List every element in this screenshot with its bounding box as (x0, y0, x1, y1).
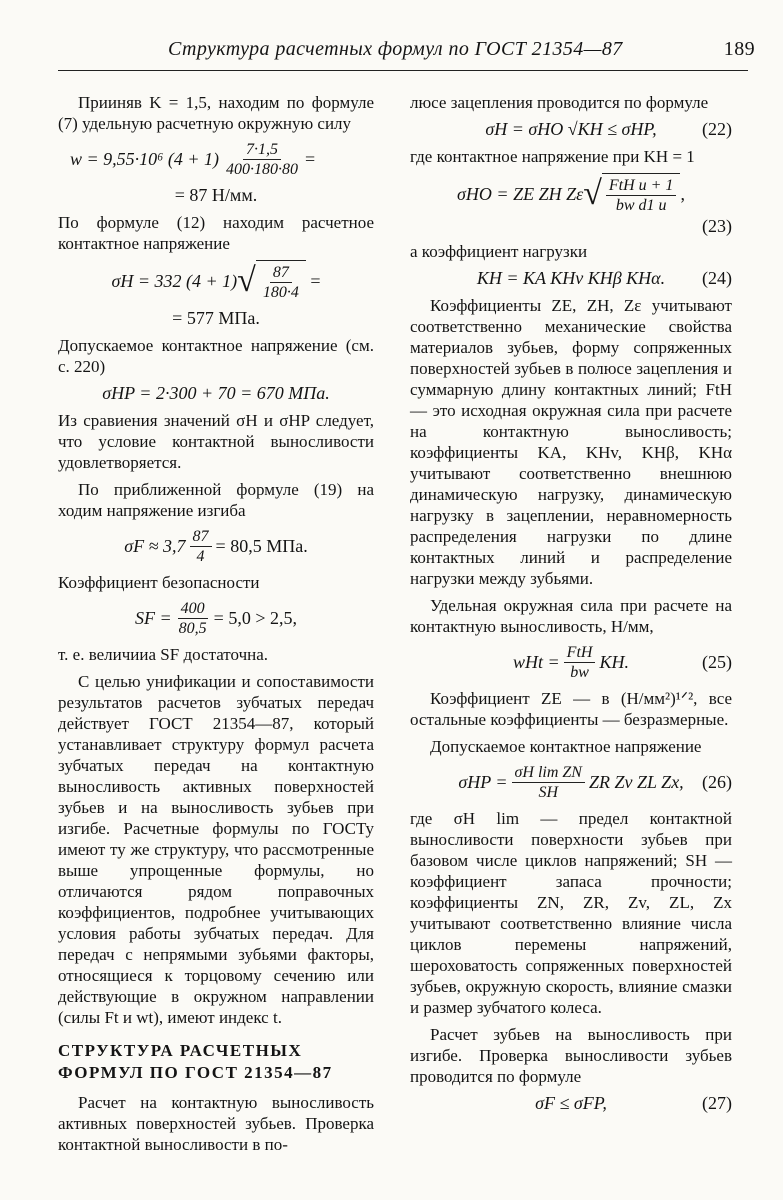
denominator: bw (570, 664, 589, 681)
eq-text: = 5,0 > 2,5, (213, 608, 297, 628)
equation-w: w = 9,55·10⁶ (4 + 1) $\frac{7\cdot 1,5}{400\cdot 180\cdot 80}$ = (70, 141, 316, 178)
paragraph: Допускаемое контактное напряжение (430, 737, 702, 756)
eq-text: σH = 332 (4 + 1) (111, 270, 238, 291)
section-title-line: ФОРМУЛ ПО ГОСТ 21354—87 (58, 1063, 333, 1082)
equation-w-result (58, 185, 374, 206)
eq-text: , (680, 183, 685, 204)
header-rule (58, 70, 748, 71)
equation-number: (26) (702, 772, 732, 792)
paragraph: Прииняв K = 1,5, находим по формуле (7) удельную расчетную окружную силу (58, 93, 374, 133)
denominator: 180·4 (262, 284, 299, 301)
eq-text: ZR Zv ZL Zx, (588, 772, 684, 792)
fraction (190, 527, 212, 566)
paragraph: Коэффициент безопасности (58, 573, 260, 592)
sqrt: √ $\frac{87}{180\cdot 4}$ (237, 260, 306, 302)
fraction (564, 643, 596, 682)
sqrt: √ $\frac{\text{FtH u + 1}}{\text{bw d1 u}}$ (583, 173, 680, 215)
paragraph: Допускаемое контактное напряжение (см. с. 220) (58, 336, 374, 376)
paragraph: Коэффициент ZE — в (Н/мм²)¹ᐟ², все остальные коэффициенты — безразмерные. (410, 689, 732, 729)
equation-23 (410, 173, 732, 215)
left-column (58, 92, 374, 1161)
equation-number: (23) (702, 215, 732, 236)
fraction (223, 140, 301, 179)
eq-text: KH = KA KHv KHβ KHα. (476, 268, 666, 288)
eq-text: = 577 МПа. (172, 308, 260, 328)
fraction (176, 599, 210, 638)
denominator: 4 (196, 548, 205, 565)
equation-26 (410, 763, 732, 802)
denominator: 80,5 (178, 620, 207, 637)
right-column (410, 92, 732, 1120)
paragraph: По формуле (12) находим расчетное контактное напряжение (58, 213, 374, 253)
section-title (58, 1040, 374, 1084)
eq-text: = 80,5 МПа. (215, 536, 308, 556)
page-number: 189 (723, 38, 755, 60)
paragraph: Из сравиения значений σH и σHP следует, что условие контактной выносливости удовлетворяется. (58, 411, 374, 472)
equation-22 (410, 119, 732, 140)
eq-text: = 87 Н/мм. (174, 185, 258, 205)
equation-27 (410, 1093, 732, 1114)
running-header (168, 38, 755, 61)
equation-sigma-h: σH = 332 (4 + 1) √ $\frac{87}{180\cdot 4}$ = (111, 262, 321, 301)
denominator: SH (538, 784, 559, 801)
numerator: 7·1,5 (243, 140, 281, 160)
equation-sigma-f (58, 527, 374, 566)
section-title-line: СТРУКТУРА РАСЧЕТНЫХ (58, 1041, 303, 1060)
equation-23-number (410, 217, 732, 235)
equation-safety (58, 599, 374, 638)
eq-text: KH. (599, 652, 629, 672)
equation-number: (27) (702, 1093, 732, 1113)
denominator: 400·180·80 (226, 161, 299, 178)
paragraph: а коэффициент нагрузки (410, 242, 588, 261)
eq-text: σF ≤ σFP, (535, 1093, 607, 1113)
paragraph: Расчет на контактную выносливость активных поверхностей зубьев. Проверка контактной выносливости в по- (58, 1093, 374, 1154)
eq-text: wHt = (513, 652, 560, 672)
fraction (512, 763, 585, 802)
numerator: FtH u + 1 (606, 176, 677, 196)
paragraph: т. е. величииа SF достаточна. (58, 645, 269, 664)
eq-text: σH = σHO √KH ≤ σHP, (485, 119, 657, 139)
paragraph: люсе зацепления проводится по формуле (410, 93, 709, 112)
equation-number: (24) (702, 268, 732, 288)
eq-text: σF ≈ 3,7 (124, 536, 186, 556)
paragraph: С целью унификации и сопоставимости результатов расчетов зубчатых передач действует ГОСТ 21354—87, который устанавливает структуру формул расчета зубчатых передач на контактную выносливость активных поверхностей зубьев и на выносливость зубьев при изгибе. Расчетные формулы по ГОСТу имеют ту же структуру, что рассмотренные выше упрощенные формулы, но отличаются рядом поправочных коэффициентов, подробнее учитывающих условия работы зубчатых передач. Для передач с непрямыми зубьями факторы, относящиеся к торцовому сечению или действующие в окружном направлении (силы Ft и wt), имеют индекс t. (58, 672, 374, 1027)
eq-text: σHP = 2·300 + 70 = 670 МПа. (102, 383, 330, 403)
paragraph: Расчет зубьев на выносливость при изгибе. Проверка выносливости зубьев проводится по формуле (410, 1025, 732, 1086)
eq-text: σHO = ZE ZH Zε (457, 183, 584, 204)
paragraph: По приближенной формуле (19) на ходим напряжение изгиба (58, 480, 374, 520)
numerator: σH lim ZN (512, 763, 585, 783)
equation-number: (22) (702, 119, 732, 139)
paragraph: где σH lim — предел контактной выносливости поверхности зубьев при базовом числе циклов напряжений; SH — коэффициент запаса прочности; коэффициенты ZN, ZR, Zv, ZL, Zx учитывают соответственно влияние числа циклов перемены напряжений, шероховатость сопряженных поверхностей зубьев, окружную скорость, влияние смазки и размер зубчатого колеса. (410, 809, 732, 1017)
numerator: 400 (178, 599, 208, 619)
paragraph: где контактное напряжение при KH = 1 (410, 147, 695, 166)
paragraph: Коэффициенты ZE, ZH, Zε учитывают соответственно механические свойства материалов зубьев, форму сопряженных поверхностей зубьев в полюсе зацепления и суммарную длину контактных линий; FtH — это исходная окружная сила при расчете на контактную выносливость; коэффициенты KA, KHv, KHβ, KHα учитывают соответственно внешнюю динамическую нагрузку, динамическую нагрузку в зацеплении, неравномерность распределения нагрузки по длине контактных линий и распределение нагрузки между зубьями. (410, 296, 732, 588)
equation-25 (410, 643, 732, 682)
numerator: 87 (190, 527, 212, 547)
equation-sigma-hp (58, 383, 374, 404)
equation-24 (410, 268, 732, 289)
paragraph: Удельная окружная сила при расчете на контактную выносливость, Н/мм, (410, 596, 732, 636)
header-title: Структура расчетных формул по ГОСТ 21354—87 (168, 38, 623, 60)
numerator: FtH (564, 643, 596, 663)
eq-text: SF = (135, 608, 172, 628)
eq-text: w = 9,55·10⁶ (4 + 1) (70, 149, 220, 169)
eq-text: σHP = (458, 772, 508, 792)
equation-sigma-h-result (58, 308, 374, 329)
denominator: bw d1 u (615, 197, 667, 214)
equation-number: (25) (702, 652, 732, 672)
numerator: 87 (270, 263, 292, 283)
